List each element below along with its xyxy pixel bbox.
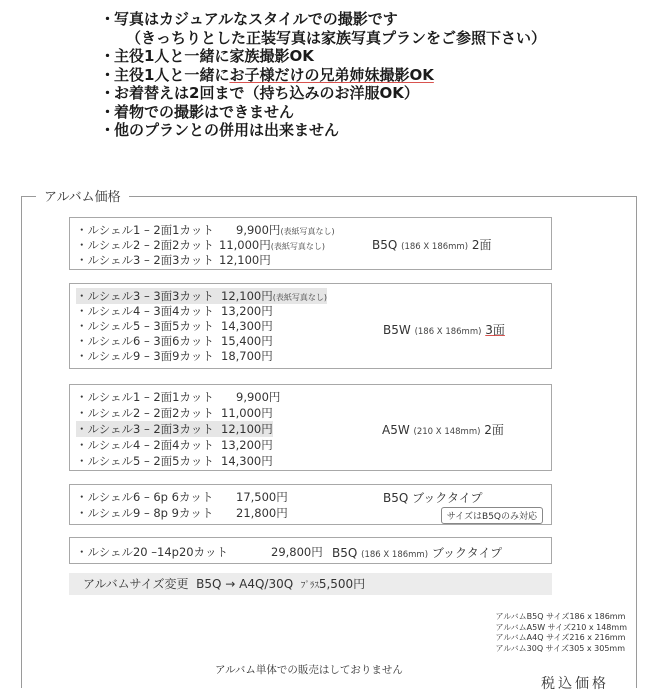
album-spec: B5Q ブックタイプ [383, 491, 483, 505]
no-sale-note: アルバム単体での販売はしておりません [215, 664, 403, 676]
note-item: ・主役1人と一緒に家族撮影OK [100, 47, 314, 65]
price-row: ・ルシェル20 –14p20カット 29,800円 [76, 545, 323, 559]
album-title: アルバム価格 [36, 186, 129, 205]
album-spec: A5W (210 X 148mm) 2面 [382, 423, 504, 437]
price-row: ・ルシェル9 – 8p 9カット 21,800円 [76, 506, 288, 520]
price-row: ・ルシェル4 – 2面4カット 13,200円 [76, 438, 273, 452]
album-group-5 [69, 537, 552, 564]
note-item: ・他のプランとの併用は出来ません [100, 121, 340, 139]
size-list-item: アルバムA4Q サイズ216 x 216mm [495, 633, 626, 642]
price-row: ・ルシェル3 – 2面3カット 12,100円 [76, 253, 271, 267]
price-row: ・ルシェル5 – 2面5カット 14,300円 [76, 454, 273, 468]
price-row: ・ルシェル4 – 3面4カット 13,200円 [76, 304, 273, 318]
price-row: ・ルシェル2 – 2面2カット 11,000円 [76, 406, 273, 420]
note-item: （きっちりとした正装写真は家族写真プランをご参照下さい） [126, 28, 547, 47]
size-list-item: アルバムA5W サイズ210 x 148mm [495, 622, 627, 632]
note-item: ・お着替えは2回まで（持ち込みのお洋服OK） [100, 84, 419, 102]
note-item: ・写真はカジュアルなスタイルでの撮影です [100, 10, 398, 28]
album-group-3 [69, 384, 552, 471]
notes-list [100, 10, 640, 140]
album-spec: B5Q (186 X 186mm) 2面 [372, 238, 492, 252]
note-item: ・主役1人と一緒にお子様だけの兄弟姉妹撮影OK [100, 65, 434, 84]
size-note-badge: サイズはB5Qのみ対応 [441, 507, 543, 524]
album-spec: B5Q (186 X 186mm) ブックタイプ [332, 546, 503, 560]
tax-label: 税込価格 [522, 671, 628, 698]
album-group-2 [69, 283, 552, 369]
price-row: ・ルシェル1 – 2面1カット 9,900円 [76, 390, 281, 404]
album-spec: B5W (186 X 186mm) 3面 [383, 323, 505, 337]
price-row: ・ルシェル9 – 3面9カット 18,700円 [76, 349, 273, 363]
price-row: ・ルシェル6 – 6p 6カット 17,500円 [76, 490, 288, 504]
price-row: ・ルシェル1 – 2面1カット 9,900円(表紙写真なし) [76, 223, 335, 237]
album-size-list [496, 612, 627, 654]
price-row: ・ルシェル3 – 3面3カット 12,100円(表紙写真なし) [76, 289, 327, 303]
album-group-1 [69, 217, 552, 270]
size-change-row: アルバムサイズ変更 B5Q → A4Q/30Q ﾌﾟﾗｽ5,500円 [69, 573, 552, 595]
price-row: ・ルシェル3 – 2面3カット 12,100円 [76, 422, 273, 436]
price-row: ・ルシェル6 – 3面6カット 15,400円 [76, 334, 273, 348]
size-list-item: アルバムB5Q サイズ186 x 186mm [495, 612, 626, 621]
size-list-item: アルバム30Q サイズ305 x 305mm [495, 643, 625, 653]
price-row: ・ルシェル5 – 3面5カット 14,300円 [76, 319, 273, 333]
note-item: ・着物での撮影はできません [100, 102, 295, 121]
price-row: ・ルシェル2 – 2面2カット 11,000円(表紙写真なし) [76, 238, 325, 252]
album-group-4 [69, 484, 552, 525]
